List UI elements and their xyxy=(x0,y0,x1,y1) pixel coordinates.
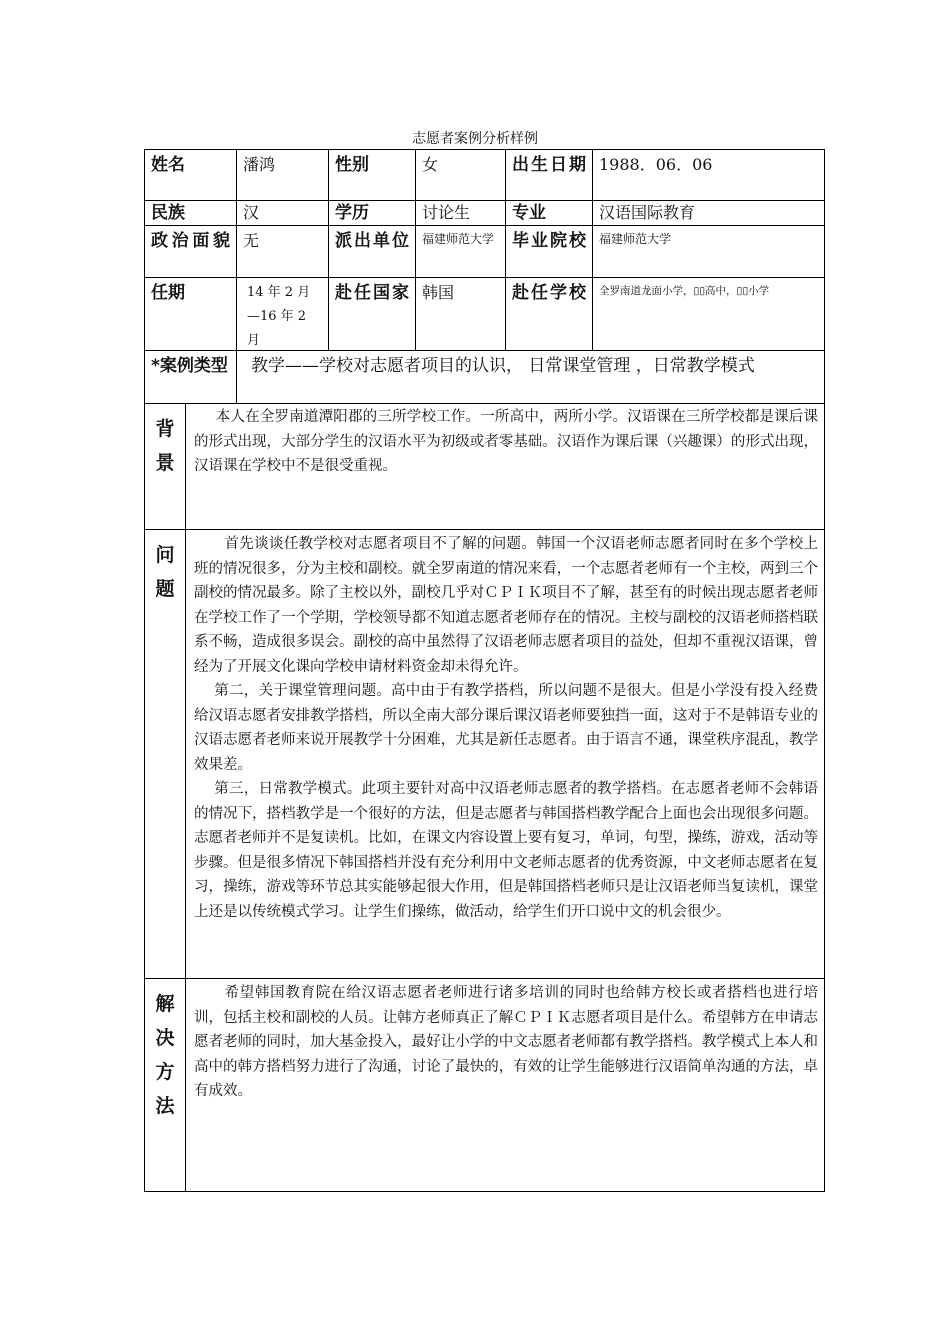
solution-content xyxy=(186,979,824,1191)
case-type-value: 教学——学校对志愿者项目的认识， 日常课堂管理 ，日常教学模式 xyxy=(237,351,824,404)
document-title: 志愿者案例分析样例 xyxy=(412,131,538,147)
name-label: 姓名 xyxy=(145,150,237,201)
name-value: 潘鸿 xyxy=(237,150,329,201)
graduate-label: 毕业院校 xyxy=(506,226,593,278)
dispatch-label: 派出单位 xyxy=(329,226,416,278)
problem-content xyxy=(186,530,824,979)
solution-paragraph: 希望韩国教育院在给汉语志愿者老师进行诸多培训的同时也给韩方校长或者搭档也进行培训，包括主校和副校的人员。让韩方老师真正了解ＣＰＩＫ志愿者项目是什么。希望韩方在申请志愿者老师的同时，加大基金投入，最好让小学的中文志愿者老师都有教学搭档。教学模式上本人和高中的韩方搭档努力进行了沟通，讨论了最快的，有效的让学生能够进行汉语简单沟通的方法，卓有成效。 xyxy=(194,985,818,1099)
problem-paragraph-1: 首先谈谈任教学校对志愿者项目不了解的问题。韩国一个汉语老师志愿者同时在多个学校上班的情况很多，分为主校和副校。就全罗南道的情况来看，一个志愿者老师有一个主校，两到三个副校的情况最多。除了主校以外，副校几乎对ＣＰＩＫ项目不了解，甚至有的时候出现志愿者老师在学校工作了一个学期，学校领导都不知道志愿者老师存在的情况。主校与副校的汉语老师搭档联系不畅，造成很多误会。副校的高中虽然得了汉语老师志愿者项目的益处，但却不重视汉语课，曾经为了开展文化课向学校申请材料资金却未得允许。 xyxy=(194,536,818,675)
birth-label: 出生日期 xyxy=(506,150,593,201)
problem-paragraph-3: 第三，日常教学模式。此项主要针对高中汉语老师志愿者的教学搭档。在志愿者老师不会韩语的情况下，搭档教学是一个很好的方法，但是志愿者与韩国搭档教学配合上面也会出现很多问题。志愿者老师并不是复读机。比如，在课文内容设置上要有复习，单词，句型，操练，游戏，活动等步骤。但是很多情况下韩国搭档并没有充分利用中文老师志愿者的优秀资源，中文老师志愿者在复习，操练，游戏等环节总其实能够起很大作用，但是韩国搭档老师只是让汉语老师当复读机，课堂上还是以传统模式学习。让学生们操练，做活动，给学生们开口说中文的机会很少。 xyxy=(194,781,818,920)
gender-value: 女 xyxy=(416,150,506,201)
education-value: 讨论生 xyxy=(416,201,506,226)
school-value: 全罗南道龙面小学，▯▯高中，▯▯小学 xyxy=(593,278,824,351)
case-info-table xyxy=(144,149,825,1192)
case-type-label: *案例类型 xyxy=(145,351,237,404)
major-label: 专业 xyxy=(506,201,593,226)
gender-label: 性别 xyxy=(329,150,416,201)
school-label: 赴任学校 xyxy=(506,278,593,351)
education-label: 学历 xyxy=(329,201,416,226)
term-value: 14 年 2 月—16 年 2 月 xyxy=(237,278,329,351)
major-value: 汉语国际教育 xyxy=(593,201,824,226)
term-label: 任期 xyxy=(145,278,237,351)
political-value: 无 xyxy=(237,226,329,278)
country-value: 韩国 xyxy=(416,278,506,351)
political-label: 政治面貌 xyxy=(145,226,237,278)
ethnicity-label: 民族 xyxy=(145,201,237,226)
birth-value: 1988．06．06 xyxy=(593,150,824,201)
background-content xyxy=(186,404,824,530)
background-paragraph: 本人在全罗南道潭阳郡的三所学校工作。一所高中，两所小学。汉语课在三所学校都是课后课的形式出现，大部分学生的汉语水平为初级或者零基础。汉语作为课后课（兴趣课）的形式出现，汉语课在学校中不是很受重视。 xyxy=(194,409,818,474)
solution-label: 解 决 方 法 xyxy=(145,979,186,1191)
dispatch-value: 福建师范大学 xyxy=(416,226,506,278)
problem-label: 问 题 xyxy=(145,530,186,979)
graduate-value: 福建师范大学 xyxy=(593,226,824,278)
country-label: 赴任国家 xyxy=(329,278,416,351)
background-label: 背 景 xyxy=(145,404,186,530)
problem-paragraph-2: 第二，关于课堂管理问题。高中由于有教学搭档，所以问题不是很大。但是小学没有投入经费给汉语志愿者安排教学搭档，所以全南大部分课后课汉语老师要独挡一面，这对于不是韩语专业的汉语志愿者老师来说开展教学十分困难，尤其是新任志愿者。由于语言不通，课堂秩序混乱，教学效果差。 xyxy=(194,683,818,773)
ethnicity-value: 汉 xyxy=(237,201,329,226)
